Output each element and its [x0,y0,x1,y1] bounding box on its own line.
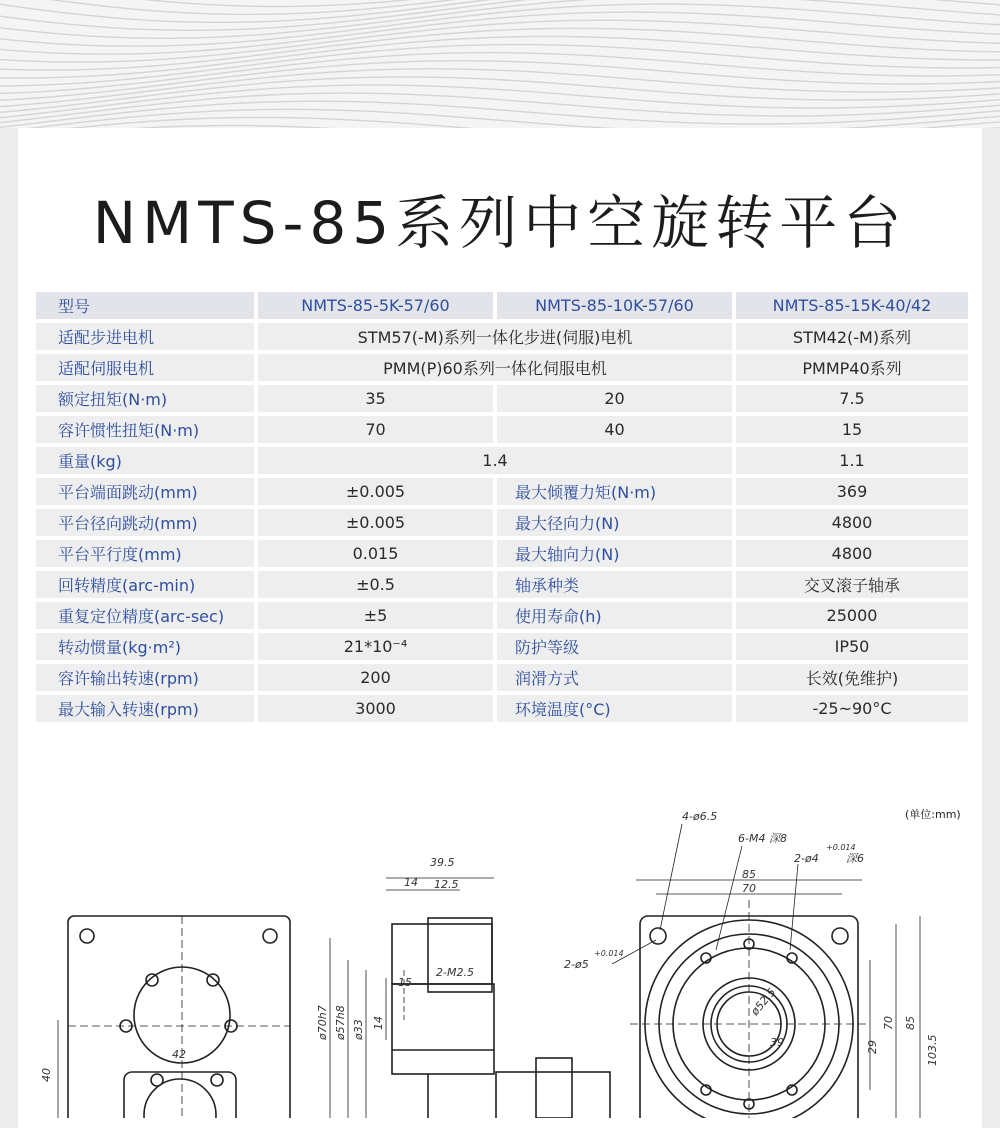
dim-label: 85 [742,868,756,881]
table-row [36,447,968,474]
row-label: 最大倾覆力矩(N·m) [497,478,732,505]
row-label: 润滑方式 [497,664,732,691]
header-cell: NMTS-85-10K-57/60 [497,292,732,319]
row-label: 转动惯量(kg·m²) [36,633,254,660]
table-row [36,509,968,536]
table-cell: 交叉滚子轴承 [736,571,968,598]
row-label: 平台端面跳动(mm) [36,478,254,505]
table-cell: ±5 [258,602,493,629]
table-cell: ±0.005 [258,509,493,536]
wave-line [0,0,1000,30]
wave-line [0,12,1000,54]
unit-note: (单位:mm) [905,808,961,821]
spec-table [32,288,972,726]
wave-pattern [0,0,1000,128]
dim-label: 14 [372,1016,385,1030]
wave-line [0,85,1000,119]
table-row [36,571,968,598]
wave-line [0,109,1000,128]
dim-label: 85 [904,1016,917,1030]
table-cell: 35 [258,385,493,412]
dim-label: 15 [398,976,412,989]
table-cell: STM57(-M)系列一体化步进(伺服)电机 [258,323,732,350]
table-cell: 40 [497,416,732,443]
technical-drawing [0,790,1000,1118]
dim-label: 40 [40,1068,53,1082]
table-row [36,540,968,567]
header-cell: NMTS-85-15K-40/42 [736,292,968,319]
table-row [36,664,968,691]
table-cell: 15 [736,416,968,443]
row-label: 容许输出转速(rpm) [36,664,254,691]
table-cell: 25000 [736,602,968,629]
dim-label: 29 [866,1040,879,1054]
dim-label: +0.014 [594,949,624,958]
table-header-row [36,292,968,319]
dim-label: 6-M4 深8 [738,832,787,845]
dim-label: ø33 [352,1019,365,1040]
row-label: 轴承种类 [497,571,732,598]
row-label: 防护等级 [497,633,732,660]
table-cell: STM42(-M)系列 [736,323,968,350]
table-cell: -25~90°C [736,695,968,722]
dim-label: 70 [882,1016,895,1030]
dim-label: 深6 [846,852,864,865]
table-cell: PMMP40系列 [736,354,968,381]
header-cell: 型号 [36,292,254,319]
row-label: 额定扭矩(N·m) [36,385,254,412]
row-label: 最大径向力(N) [497,509,732,536]
dim-label: 12.5 [434,878,459,891]
row-label: 平台平行度(mm) [36,540,254,567]
dim-label: 2-ø4 [794,852,819,865]
table-row [36,354,968,381]
dim-label: 70 [742,882,756,895]
wave-line [0,20,1000,62]
table-cell: 21*10⁻⁴ [258,633,493,660]
table-cell: ±0.5 [258,571,493,598]
row-label: 平台径向跳动(mm) [36,509,254,536]
row-label: 环境温度(°C) [497,695,732,722]
table-cell: 1.4 [258,447,732,474]
dim-label: 103.5 [926,1034,939,1066]
table-cell: 3000 [258,695,493,722]
row-label: 回转精度(arc-min) [36,571,254,598]
table-row [36,385,968,412]
left-view-body [68,916,290,1118]
dim-label: ø57h8 [334,1005,347,1040]
table-cell: 4800 [736,540,968,567]
row-label: 适配伺服电机 [36,354,254,381]
table-cell: 369 [736,478,968,505]
row-label: 容许惯性扭矩(N·m) [36,416,254,443]
wave-line [0,118,1000,129]
table-row [36,602,968,629]
dim-label: 2-ø5 [564,958,589,971]
table-cell: 7.5 [736,385,968,412]
table-cell: 长效(免维护) [736,664,968,691]
table-row [36,416,968,443]
dim-label: ø52.5 [748,985,779,1018]
dim-label: 14 [404,876,418,889]
dim-label: 2-M2.5 [436,966,474,979]
row-label: 使用寿命(h) [497,602,732,629]
dim-label: 4-ø6.5 [682,810,718,823]
row-label: 重量(kg) [36,447,254,474]
table-row [36,478,968,505]
row-label: 重复定位精度(arc-sec) [36,602,254,629]
row-label: 最大输入转速(rpm) [36,695,254,722]
table-row [36,633,968,660]
table-cell: IP50 [736,633,968,660]
table-cell: ±0.005 [258,478,493,505]
row-label: 最大轴向力(N) [497,540,732,567]
table-row [36,695,968,722]
table-cell: 0.015 [258,540,493,567]
dim-label: +0.014 [826,843,856,852]
wave-line [0,36,1000,78]
table-cell: 200 [258,664,493,691]
table-cell: 70 [258,416,493,443]
header-banner [0,0,1000,128]
table-cell: 4800 [736,509,968,536]
dim-label: 42 [172,1048,186,1061]
header-cell: NMTS-85-5K-57/60 [258,292,493,319]
wave-line [0,53,1000,94]
page-title: NMTS-85系列中空旋转平台 [92,189,908,257]
table-row [36,323,968,350]
dim-label: 39.5 [430,856,455,869]
table-cell: 20 [497,385,732,412]
dim-label: 39 [770,1036,784,1049]
table-cell: 1.1 [736,447,968,474]
row-label: 适配步进电机 [36,323,254,350]
table-cell: PMM(P)60系列一体化伺服电机 [258,354,732,381]
dim-label: ø70h7 [316,1005,329,1040]
wave-line [0,0,1000,38]
